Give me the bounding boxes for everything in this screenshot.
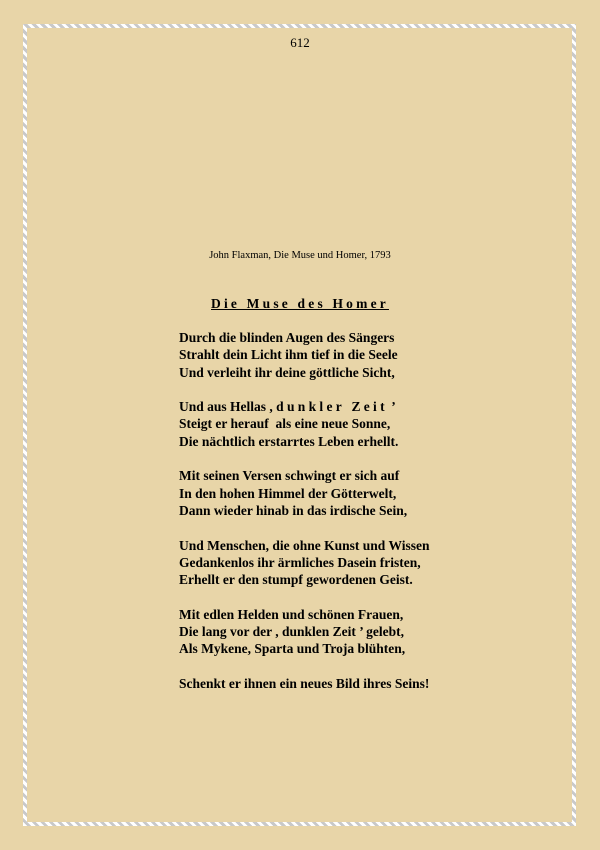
poem-line: Und verleiht ihr deine göttliche Sicht, [179, 364, 395, 380]
poem-line: Mit edlen Helden und schönen Frauen, [179, 606, 404, 622]
poem-line: Strahlt dein Licht ihm tief in die Seele [179, 347, 398, 363]
poem-line: Dann wieder hinab in das irdische Sein, [179, 502, 408, 518]
poem-line: Und Menschen, die ohne Kunst und Wissen [179, 537, 430, 553]
poem-line-prefix: Und aus Hellas , [179, 399, 277, 415]
page-number: 612 [290, 35, 310, 50]
poem-line: Schenkt er ihnen ein neues Bild ihres Seins! [179, 675, 430, 691]
poem-body [179, 329, 559, 710]
poem-line-suffix: ’ [387, 399, 396, 415]
stanza-4 [179, 537, 559, 589]
poem-line: Mit seinen Versen schwingt er sich auf [179, 468, 400, 484]
poem-line: Gedankenlos ihr ärmliches Dasein fristen, [179, 554, 421, 570]
stanza-2 [179, 398, 559, 450]
image-caption: John Flaxman, Die Muse und Homer, 1793 [209, 250, 391, 261]
poem-title: Die Muse des Homer [211, 296, 389, 311]
poem-line: Die lang vor der , dunklen Zeit ’ gelebt, [179, 624, 405, 640]
poem-line [179, 398, 559, 415]
poem-line: Als Mykene, Sparta und Troja blühten, [179, 641, 406, 657]
poem-line-spaced-text: dunkler Zeit [276, 399, 388, 415]
stanza-5 [179, 606, 559, 658]
stanza-1 [179, 329, 559, 381]
poem-line: Durch die blinden Augen des Sängers [179, 330, 395, 345]
poem-line: In den hohen Himmel der Götterwelt, [179, 485, 397, 501]
stanza-6 [179, 675, 559, 692]
poem-line: Erhellt er den stumpf gewordenen Geist. [179, 572, 413, 588]
poem-line: Die nächtlich erstarrtes Leben erhellt. [179, 433, 399, 449]
stanza-3 [179, 467, 559, 519]
poem-line: Steigt er herauf als eine neue Sonne, [179, 416, 391, 432]
